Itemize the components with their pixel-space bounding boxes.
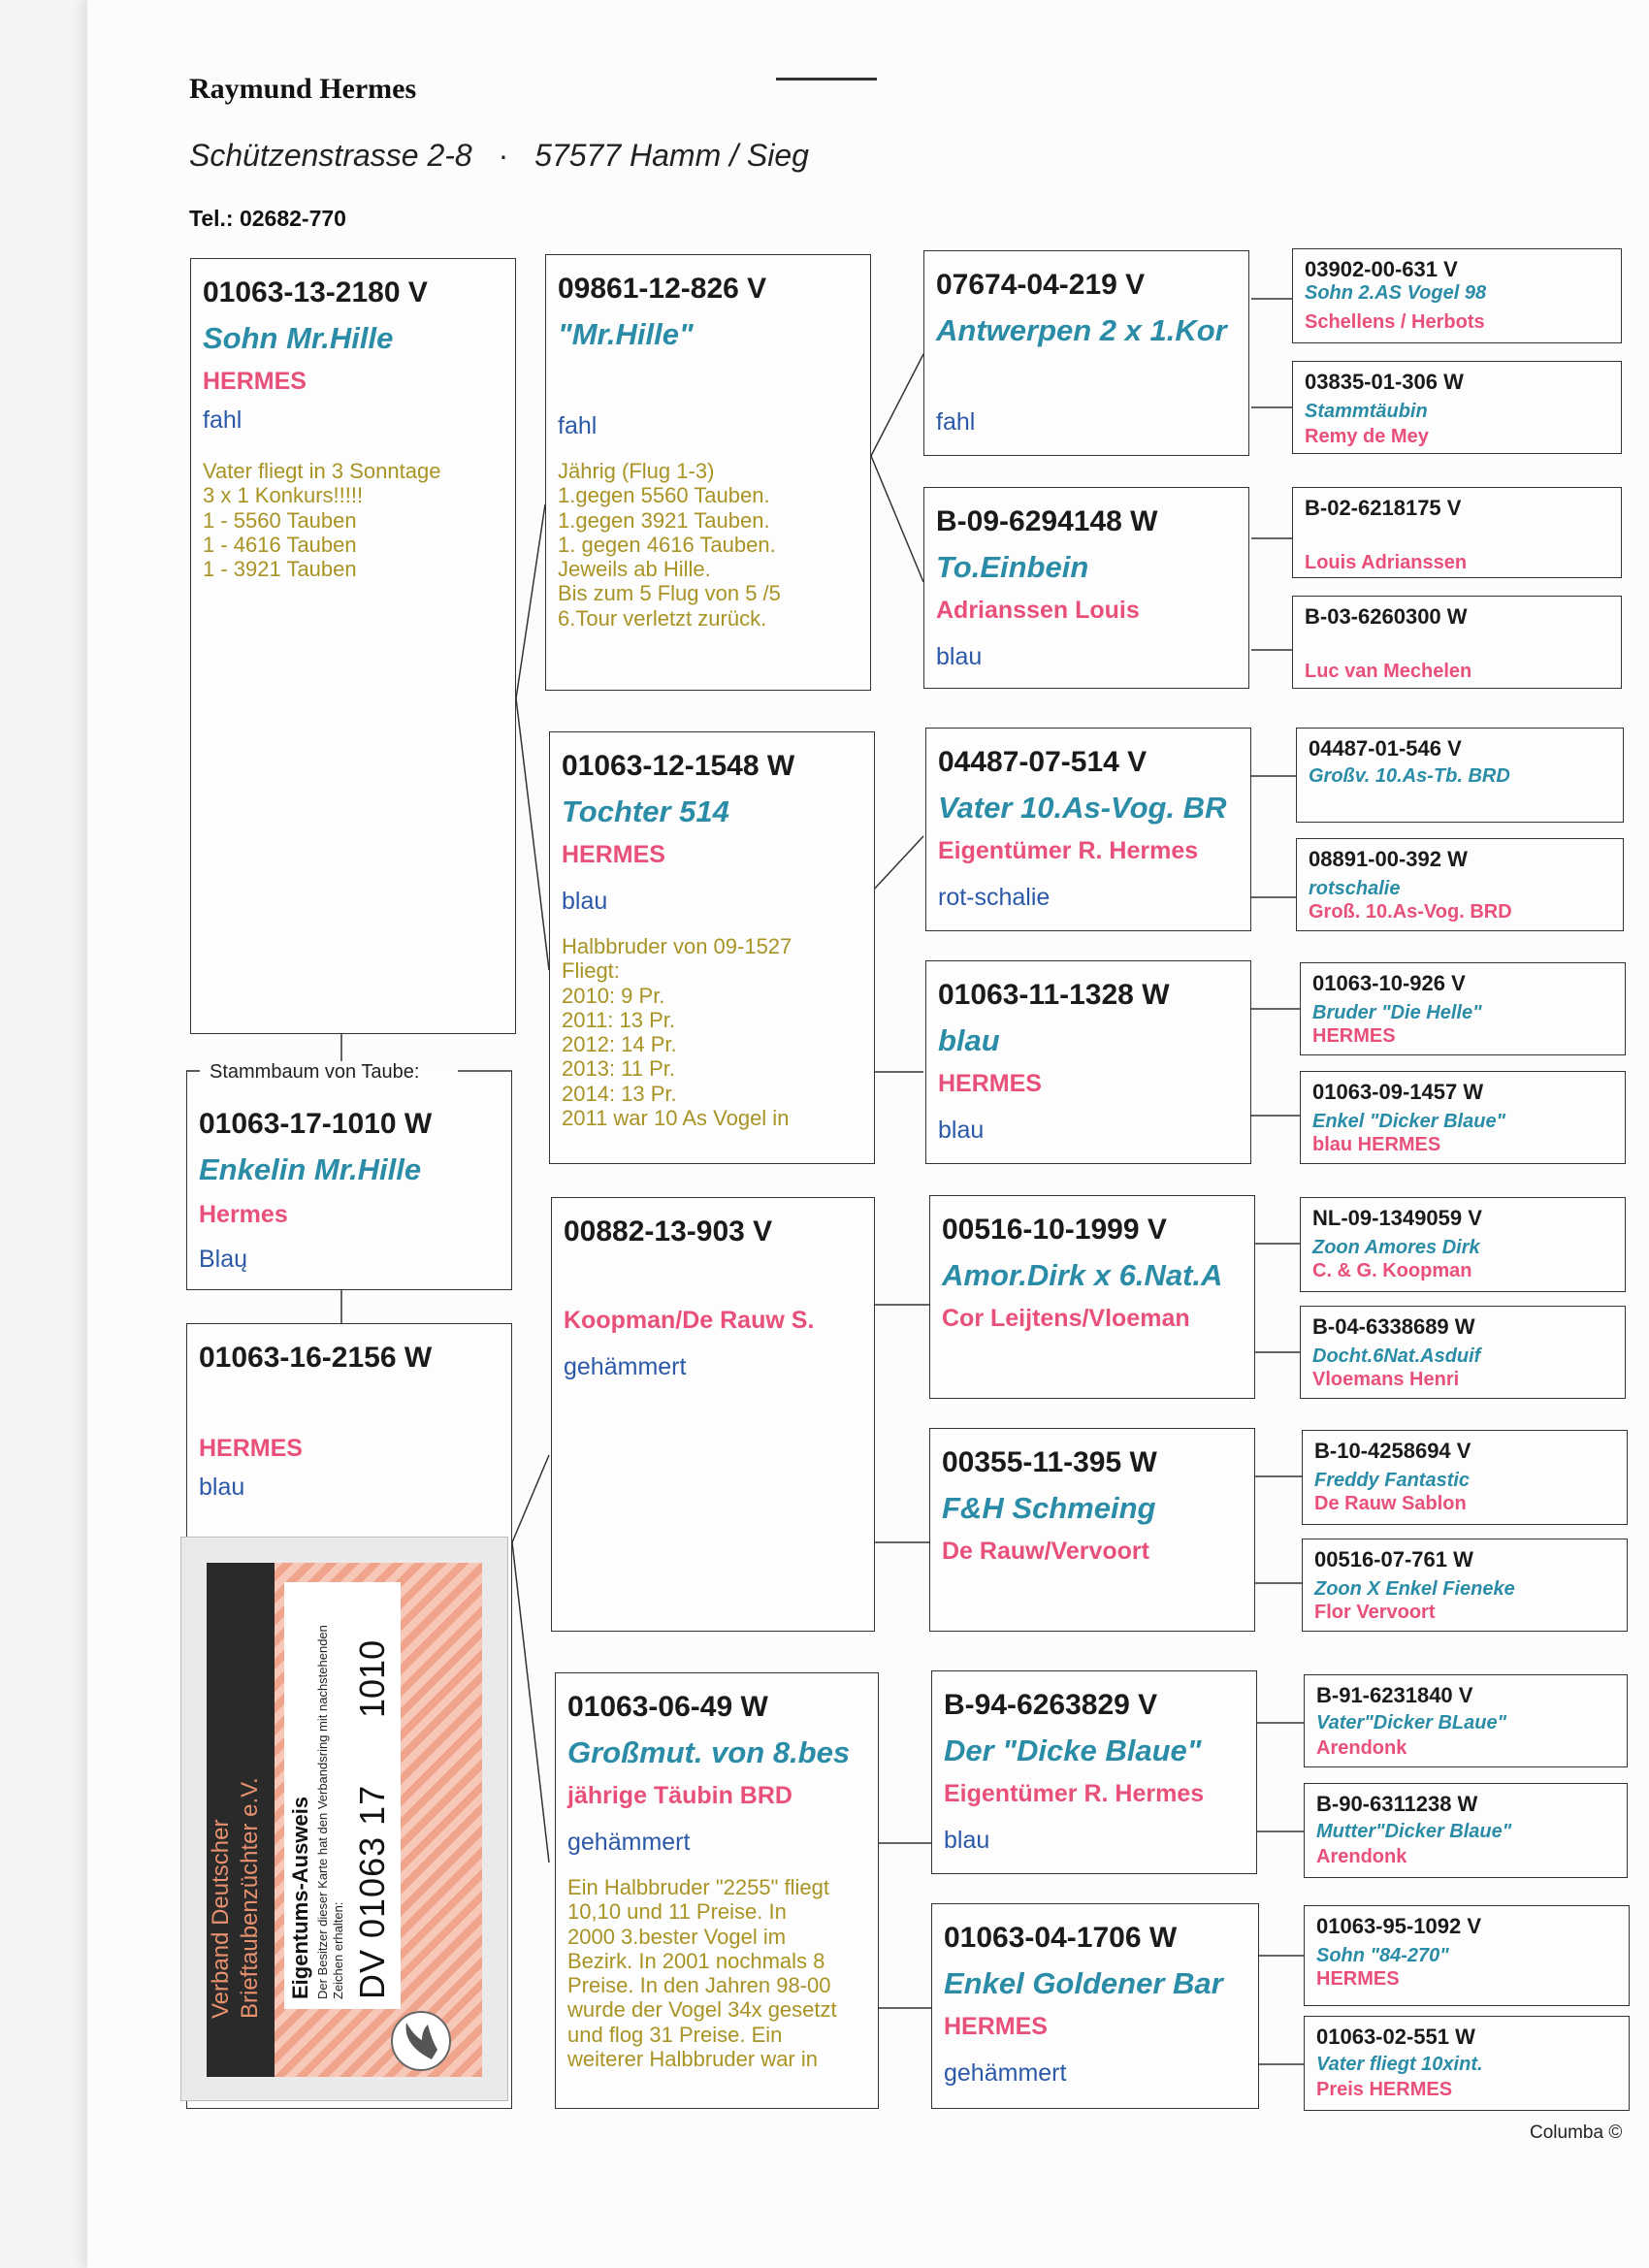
ring-number: B-09-6294148 W <box>936 505 1158 537</box>
ring-number: 00882-13-903 V <box>564 1215 773 1247</box>
ggp-box-10 <box>1300 1306 1626 1399</box>
note: Jährig (Flug 1-3) 1.gegen 5560 Tauben. 1.gegen 3921 Tauben. 1. gegen 4616 Tauben. Jeweils ab Hille. Bis zum 5 Flug von 5 /5 6.Tour verletzt zurück. <box>558 459 781 631</box>
pigeon-logo-icon <box>391 2011 451 2071</box>
ggp-desc: Docht.6Nat.Asduif <box>1312 1345 1481 1367</box>
parent-box-2 <box>549 731 875 1164</box>
owner: De Rauw/Vervoort <box>942 1538 1149 1565</box>
ggp-owner: HERMES <box>1312 1025 1396 1047</box>
ring-number: 01063-10-926 V <box>1312 971 1466 995</box>
card-org-line2: Brieftaubenzüchter e.V. <box>237 1777 263 2019</box>
ggp-desc: Zoon Amores Dirk <box>1312 1237 1480 1258</box>
ggp-owner: blau HERMES <box>1312 1134 1441 1155</box>
ring-number: 08891-00-392 W <box>1309 847 1468 871</box>
street: Schützenstrasse 2-8 <box>189 138 472 173</box>
ggp-desc: Zoon X Enkel Fieneke <box>1314 1578 1515 1600</box>
ggp-desc: Freddy Fantastic <box>1314 1470 1471 1491</box>
ring-number: B-04-6338689 W <box>1312 1314 1475 1339</box>
ring-number: NL-09-1349059 V <box>1312 1206 1482 1230</box>
ring-number: 01063-13-2180 V <box>203 276 428 308</box>
pigeon-name: blau <box>938 1023 1000 1057</box>
ring-number: 01063-09-1457 W <box>1312 1080 1484 1104</box>
ring-number: 01063-12-1548 W <box>562 750 795 782</box>
grandparent-box-3 <box>925 728 1251 931</box>
ggp-box-16 <box>1304 2016 1630 2111</box>
pigeon-name: Großmut. von 8.bes <box>567 1735 851 1769</box>
owner: HERMES <box>562 841 665 868</box>
ggp-desc: Großv. 10.As-Tb. BRD <box>1309 765 1510 787</box>
grandparent-box-5 <box>929 1195 1255 1399</box>
ggp-box-2 <box>1292 361 1622 454</box>
color: gehämmert <box>567 1829 691 1856</box>
pigeon-name: F&H Schmeing <box>942 1491 1156 1525</box>
note: Halbbruder von 09-1527 Fliegt: 2010: 9 Pr. 2011: 13 Pr. 2012: 14 Pr. 2013: 11 Pr. 2014: 13 Pr. 2011 war 10 As Vogel in <box>562 934 792 1131</box>
ring-number: 00516-10-1999 V <box>942 1214 1167 1246</box>
address-separator: · <box>498 138 509 173</box>
ggp-owner: Louis Adrianssen <box>1305 552 1468 573</box>
pigeon-name: To.Einbein <box>936 550 1089 584</box>
card-title: Eigentums-Ausweis <box>288 1796 312 1999</box>
color: Blaų <box>199 1246 248 1273</box>
color: blau <box>938 1117 985 1144</box>
ggp-box-6 <box>1296 838 1624 931</box>
ggp-box-1 <box>1292 248 1622 343</box>
pigeon-name: Vater 10.As-Vog. BR <box>938 791 1227 825</box>
color: fahl <box>203 406 242 434</box>
card-rotated <box>207 1563 482 2077</box>
card-ring-dv: DV 01063 17 <box>352 1784 392 1999</box>
ggp-box-13 <box>1304 1674 1628 1767</box>
ggp-owner: Arendonk <box>1316 1737 1407 1759</box>
owner: HERMES <box>199 1435 303 1462</box>
ring-number: 00516-07-761 W <box>1314 1547 1473 1571</box>
pigeon-logo-svg <box>393 2013 449 2069</box>
ggp-owner: Groß. 10.As-Vog. BRD <box>1309 901 1512 923</box>
ring-number: 01063-95-1092 V <box>1316 1914 1482 1938</box>
ggp-box-15 <box>1304 1905 1630 2006</box>
grandparent-box-6 <box>929 1428 1255 1632</box>
ggp-owner: Flor Vervoort <box>1314 1602 1436 1623</box>
grandparent-box-4 <box>925 960 1251 1164</box>
grandparent-box-8 <box>931 1903 1259 2109</box>
ggp-desc: rotschalie <box>1309 878 1401 899</box>
card-ring-number: 1010 <box>352 1639 392 1718</box>
parent-box-1 <box>545 254 871 691</box>
pigeon-name: Enkel Goldener Bar <box>944 1966 1223 2000</box>
grandparent-box-1 <box>923 250 1249 456</box>
ggp-box-7 <box>1300 962 1626 1055</box>
ggp-desc: Vater fliegt 10xint. <box>1316 2054 1483 2075</box>
ggp-owner: Schellens / Herbots <box>1305 311 1485 333</box>
city: 57577 Hamm / Sieg <box>534 138 809 173</box>
pigeon-name: Der "Dicke Blaue" <box>944 1733 1202 1767</box>
ggp-desc: Sohn 2.AS Vogel 98 <box>1305 282 1487 304</box>
ggp-box-4 <box>1292 596 1622 689</box>
color: fahl <box>936 408 976 436</box>
owner: Eigentümer R. Hermes <box>944 1780 1205 1807</box>
ring-number: 01063-04-1706 W <box>944 1922 1178 1954</box>
pigeon-name: Enkelin Mr.Hille <box>199 1152 422 1186</box>
card-subtitle: Der Besitzer dieser Karte hat den Verbandsring mit nachstehenden Zeichen erhalten: <box>315 1625 345 1999</box>
ring-number: 07674-04-219 V <box>936 269 1146 301</box>
owner: jährige Täubin BRD <box>567 1782 792 1809</box>
card-org-line1: Verband Deutscher <box>208 1819 234 2019</box>
color: gehämmert <box>944 2059 1067 2087</box>
ring-number: 01063-16-2156 W <box>199 1342 433 1374</box>
ggp-box-14 <box>1304 1783 1628 1878</box>
parent-box-4 <box>555 1672 879 2109</box>
pigeon-name: "Mr.Hille" <box>558 317 694 351</box>
ggp-box-8 <box>1300 1071 1626 1164</box>
ring-number: 09861-12-826 V <box>558 273 767 305</box>
ggp-box-9 <box>1300 1197 1626 1292</box>
ring-number: 01063-06-49 W <box>567 1691 768 1723</box>
breeder-phone: Tel.: 02682-770 <box>189 206 346 231</box>
ring-number: 01063-02-551 W <box>1316 2025 1475 2049</box>
color: gehämmert <box>564 1353 687 1380</box>
color: blau <box>562 888 608 915</box>
ggp-owner: Preis HERMES <box>1316 2079 1453 2100</box>
ggp-desc: Mutter"Dicker Blaue" <box>1316 1821 1512 1842</box>
color: blau <box>199 1474 245 1501</box>
ring-number: 00355-11-395 W <box>942 1446 1157 1478</box>
owner: Koopman/De Rauw S. <box>564 1307 815 1334</box>
ring-number: 01063-11-1328 W <box>938 979 1170 1011</box>
footer-brand: Columba © <box>1530 2122 1623 2143</box>
ggp-desc: Stammtäubin <box>1305 401 1428 422</box>
owner: HERMES <box>203 368 307 395</box>
ring-number: B-10-4258694 V <box>1314 1439 1471 1463</box>
ring-number: B-91-6231840 V <box>1316 1683 1473 1707</box>
card-inner <box>207 1563 482 2077</box>
ring-number: B-94-6263829 V <box>944 1689 1158 1721</box>
ring-number: 03835-01-306 W <box>1305 370 1464 394</box>
ring-number: B-03-6260300 W <box>1305 604 1468 629</box>
ring-number: B-02-6218175 V <box>1305 496 1462 520</box>
color: blau <box>936 643 983 670</box>
ggp-desc: Vater"Dicker BLaue" <box>1316 1712 1507 1733</box>
pigeon-name: Sohn Mr.Hille <box>203 321 394 355</box>
card-strip <box>207 1563 275 2077</box>
stammbaum-label: Stammbaum von Taube: <box>204 1061 425 1084</box>
pigeon-name: Tochter 514 <box>562 794 729 828</box>
owner: Cor Leijtens/Vloeman <box>942 1305 1190 1332</box>
ggp-desc: Sohn "84-270" <box>1316 1945 1449 1966</box>
ownership-card <box>180 1537 508 2101</box>
ring-number: 01063-17-1010 W <box>199 1108 433 1140</box>
owner: HERMES <box>938 1070 1042 1097</box>
ggp-box-5 <box>1296 728 1624 823</box>
grandparent-box-2 <box>923 487 1249 689</box>
ggp-desc: Enkel "Dicker Blaue" <box>1312 1111 1506 1132</box>
ring-number: 03902-00-631 V <box>1305 257 1458 281</box>
ggp-owner: Vloemans Henri <box>1312 1369 1460 1390</box>
ggp-owner: Remy de Mey <box>1305 426 1429 447</box>
pigeon-name: Antwerpen 2 x 1.Kor <box>936 313 1227 347</box>
ggp-owner: C. & G. Koopman <box>1312 1260 1472 1281</box>
owner: HERMES <box>944 2013 1048 2040</box>
parent-box-3 <box>551 1197 875 1632</box>
breeder-name: Raymund Hermes <box>189 73 417 105</box>
note: Ein Halbbruder "2255" fliegt 10,10 und 11 Preise. In 2000 3.bester Vogel im Bezirk. In 2001 nochmals 8 Preise. In den Jahren 98-00 wurde der Vogel 34x gesetzt und flog 31 Preise. Ein weiterer Halbbruder war in <box>567 1875 837 2072</box>
grandparent-box-7 <box>931 1670 1257 1874</box>
ggp-box-11 <box>1302 1430 1628 1525</box>
ggp-owner: De Rauw Sablon <box>1314 1493 1467 1514</box>
owner: Hermes <box>199 1201 288 1228</box>
ggp-desc: Bruder "Die Helle" <box>1312 1002 1482 1023</box>
pigeon-name: Amor.Dirk x 6.Nat.A <box>942 1258 1223 1292</box>
owner: Eigentümer R. Hermes <box>938 837 1199 864</box>
ggp-owner: Arendonk <box>1316 1846 1407 1867</box>
ring-number: 04487-01-546 V <box>1309 736 1462 761</box>
owner: Adrianssen Louis <box>936 597 1140 624</box>
ggp-owner: Luc van Mechelen <box>1305 661 1472 682</box>
color: blau <box>944 1827 990 1854</box>
note: Vater fliegt in 3 Sonntage 3 x 1 Konkurs!!!!! 1 - 5560 Tauben 1 - 4616 Tauben 1 - 3921 Tauben <box>203 459 441 582</box>
color: rot-schalie <box>938 884 1051 911</box>
ring-number: B-90-6311238 W <box>1316 1792 1478 1816</box>
ring-number: 04487-07-514 V <box>938 746 1148 778</box>
ggp-box-3 <box>1292 487 1622 578</box>
ggp-owner: HERMES <box>1316 1968 1400 1990</box>
ggp-box-12 <box>1302 1539 1628 1632</box>
color: fahl <box>558 412 598 439</box>
